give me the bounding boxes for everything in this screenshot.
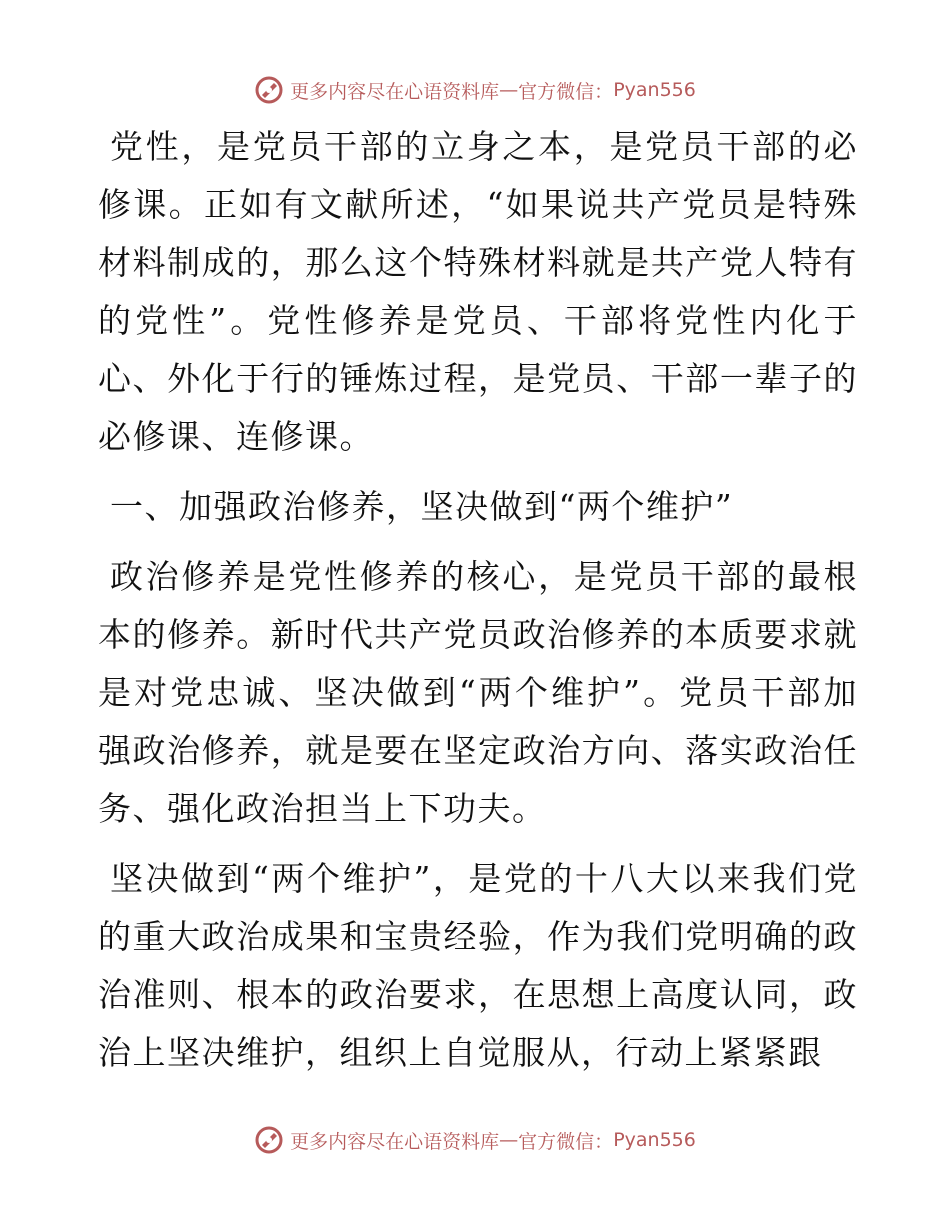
watermark-handle: Pyan556 [613, 1129, 696, 1151]
watermark-label: 官方微信： [518, 80, 614, 103]
footer-watermark [0, 1120, 950, 1160]
brand-logo-icon [254, 1125, 284, 1155]
paragraph-two-safeguards: 坚决做到“两个维护”，是党的十八大以来我们党的重大政治成果和宝贵经验，作为我们党明确的政治准则、根本的政治要求，在思想上高度认同，政治上坚决维护，组织上自觉服从，行动上紧紧跟 [98, 859, 858, 1072]
watermark-text: 更多内容尽在心语资料库 [290, 1130, 500, 1153]
section-heading: 一、加强政治修养，坚决做到“两个维护” [110, 487, 734, 526]
watermark-handle: Pyan556 [613, 79, 696, 101]
watermark-text: 更多内容尽在心语资料库 [290, 80, 500, 103]
watermark-label: 官方微信： [518, 1130, 614, 1153]
header-watermark [0, 70, 950, 110]
watermark-dash: — [499, 79, 519, 101]
paragraph-political: 政治修养是党性修养的核心，是党员干部的最根本的修养。新时代共产党员政治修养的本质要求就是对党忠诚、坚决做到“两个维护”。党员干部加强政治修养，就是要在坚定政治方向、落实政治任务、强化政治担当上下功夫。 [98, 557, 858, 828]
document-body [98, 118, 858, 1094]
watermark-dash: — [499, 1129, 519, 1151]
brand-logo-icon [254, 75, 284, 105]
paragraph-intro: 党性，是党员干部的立身之本，是党员干部的必修课。正如有文献所述，“如果说共产党员是特殊材料制成的，那么这个特殊材料就是共产党人特有的党性”。党性修养是党员、干部将党性内化于心、外化于行的锤炼过程，是党员、干部一辈子的必修课、连修课。 [98, 127, 858, 456]
